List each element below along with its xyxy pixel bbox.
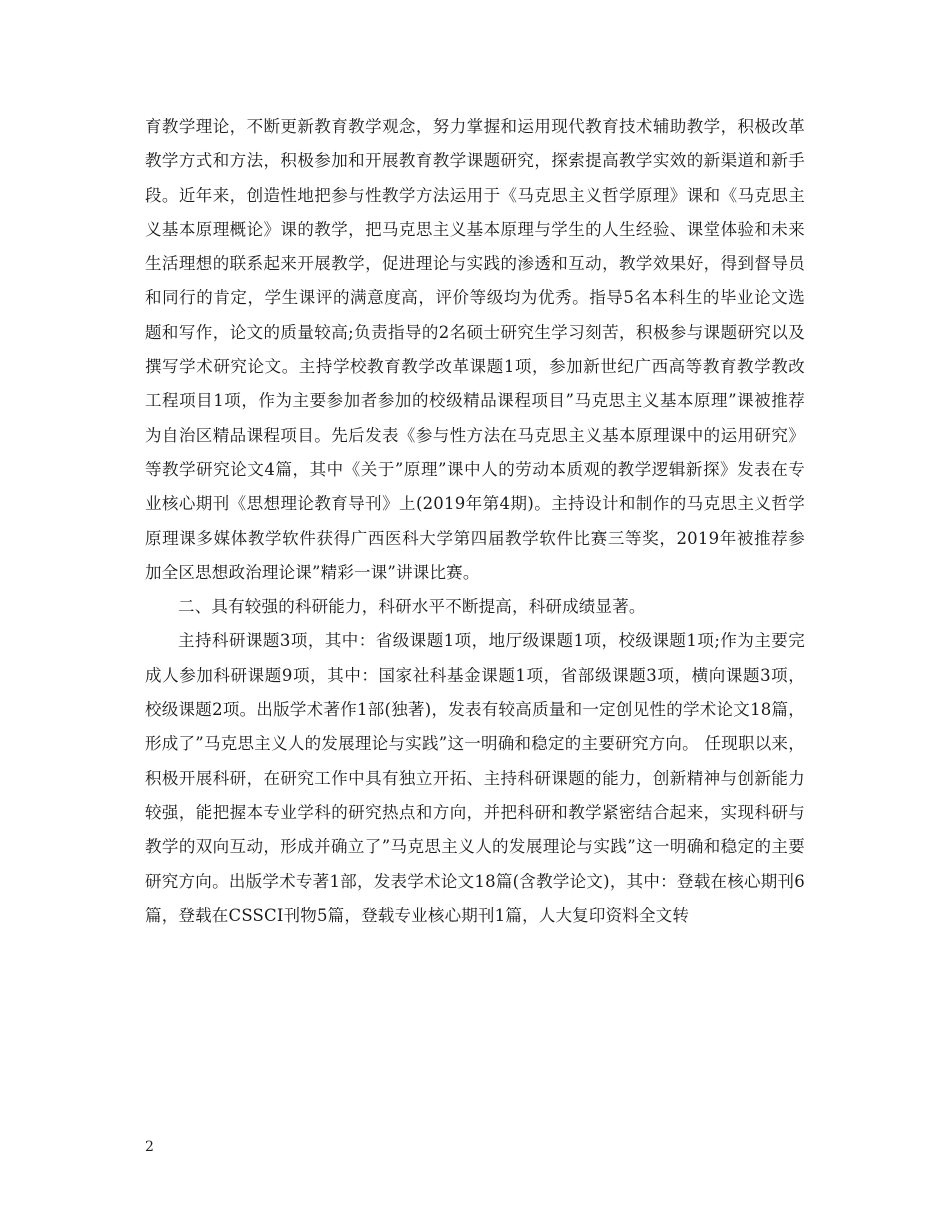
- page-number: 2: [145, 1139, 154, 1155]
- paragraph-teaching-work: 育教学理论，不断更新教育教学观念，努力掌握和运用现代教育技术辅助教学，积极改革教学方式和方法，积极参加和开展教育教学课题研究，探索提高教学实效的新渠道和新手段。近年来，创造性地把参与性教学方法运用于《马克思主义哲学原理》课和《马克思主义基本原理概论》课的教学，把马克思主义基本原理与学生的人生经验、课堂体验和未来生活理想的联系起来开展教学，促进理论与实践的渗透和互动，教学效果好，得到督导员和同行的肯定，学生课评的满意度高，评价等级均为优秀。指导5名本科生的毕业论文选题和写作，论文的质量较高;负责指导的2名硕士研究生学习刻苦，积极参与课题研究以及撰写学术研究论文。主持学校教育教学改革课题1项，参加新世纪广西高等教育教学教改工程项目1项，作为主要参加者参加的校级精品课程项目”马克思主义基本原理”课被推荐为自治区精品课程项目。先后发表《参与性方法在马克思主义基本原理课中的运用研究》等教学研究论文4篇，其中《关于”原理”课中人的劳动本质观的教学逻辑新探》发表在专业核心期刊《思想理论教育导刊》上(2019年第4期)。主持设计和制作的马克思主义哲学原理课多媒体教学软件获得广西医科大学第四届教学软件比赛三等奖，2019年被推荐参加全区思想政治理论课”精彩一课”讲课比赛。: [145, 117, 805, 582]
- paragraph-research-achievements: 主持科研课题3项，其中：省级课题1项，地厅级课题1项，校级课题1项;作为主要完成人参加科研课题9项，其中：国家社科基金课题1项，省部级课题3项，横向课题3项，校级课题2项。出版学术著作1部(独著)，发表有较高质量和一定创见性的学术论文18篇，形成了”马克思主义人的发展理论与实践”这一明确和稳定的主要研究方向。 任现职以来，积极开展科研，在研究工作中具有独立开拓、主持科研课题的能力，创新精神与创新能力较强，能把握本专业学科的研究热点和方向，并把科研和教学紧密结合起来，实现科研与教学的双向互动，形成并确立了”马克思主义人的发展理论与实践”这一明确和稳定的主要研究方向。出版学术专著1部，发表学术论文18篇(含教学论文)，其中：登载在核心期刊6篇，登载在CSSCI刊物5篇，登载专业核心期刊1篇，人大复印资料全文转: [145, 631, 805, 925]
- document-body: [145, 110, 805, 933]
- section-heading-research-ability: 二、具有较强的科研能力，科研水平不断提高，科研成绩显著。: [178, 597, 646, 617]
